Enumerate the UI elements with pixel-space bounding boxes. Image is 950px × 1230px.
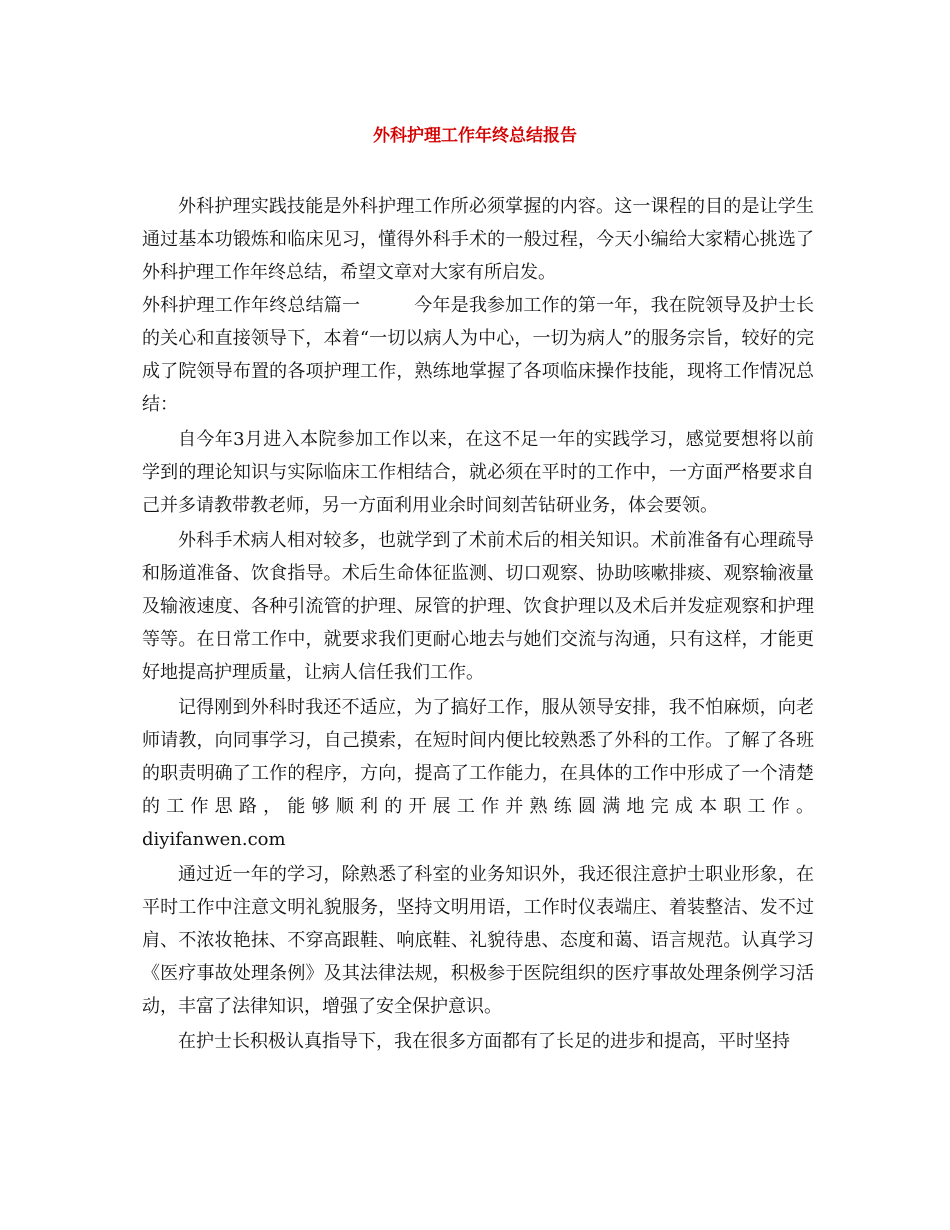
body-paragraph-4: 通过近一年的学习，除熟悉了科室的业务知识外，我还很注意护士职业形象，在平时工作中注意文明礼貌服务，坚持文明用语，工作时仪表端庄、着装整洁、发不过肩、不浓妆艳抹、不穿高跟鞋、响底鞋、礼貌待患、态度和蔼、语言规范。认真学习《医疗事故处理条例》及其法律法规，积极参于医院组织的医疗事故处理条例学习活动，丰富了法律知识，增强了安全保护意识。	[142, 864, 814, 1017]
section-intro: 今年是我参加工作的第一年，我在院领导及护士长的关心和直接领导下，本着“一切以病人为中心，一切为病人”的服务宗旨，较好的完成了院领导布置的各项护理工作，熟练地掌握了各项临床操作技能，现将工作情况总结：	[142, 295, 815, 415]
body-paragraph-3: 记得刚到外科时我还不适应，为了搞好工作，服从领导安排，我不怕麻烦，向老师请教，向同事学习，自己摸索，在短时间内便比较熟悉了外科的工作。了解了各班的职责明确了工作的程序，方向，提高了工作能力，在具体的工作中形成了一个清楚的工作思路，能够顺利的开展工作并熟练圆满地完成本职工作。	[142, 697, 814, 817]
body-paragraph-2: 外科手术病人相对较多，也就学到了术前术后的相关知识。术前准备有心理疏导和肠道准备、饮食指导。术后生命体征监测、切口观察、协助咳嗽排痰、观察输液量及输液速度、各种引流管的护理、尿管的护理、饮食护理以及术后并发症观察和护理等等。在日常工作中，就要求我们更耐心地去与她们交流与沟通，只有这样，才能更好地提高护理质量，让病人信任我们工作。	[142, 530, 814, 683]
section-heading: 外科护理工作年终总结篇一	[142, 295, 361, 316]
intro-paragraph: 外科护理实践技能是外科护理工作所必须掌握的内容。这一课程的目的是让学生通过基本功锻炼和临床见习，懂得外科手术的一般过程，今天小编给大家精心挑选了外科护理工作年终总结，希望文章对大家有所启发。	[142, 196, 814, 283]
document-title: 外科护理工作年终总结报告	[373, 126, 577, 146]
source-watermark-text: diyifanwen.com	[142, 829, 286, 850]
body-paragraph-5: 在护士长积极认真指导下，我在很多方面都有了长足的进步和提高，平时坚持	[178, 1031, 790, 1052]
section-paragraph	[142, 289, 814, 421]
body-paragraph-1: 自今年3月进入本院参加工作以来，在这不足一年的实践学习，感觉要想将以前学到的理论知识与实际临床工作相结合，就必须在平时的工作中，一方面严格要求自己并多请教带教老师，另一方面利用业余时间刻苦钻研业务，体会要领。	[142, 429, 814, 516]
document-body	[142, 190, 814, 1058]
